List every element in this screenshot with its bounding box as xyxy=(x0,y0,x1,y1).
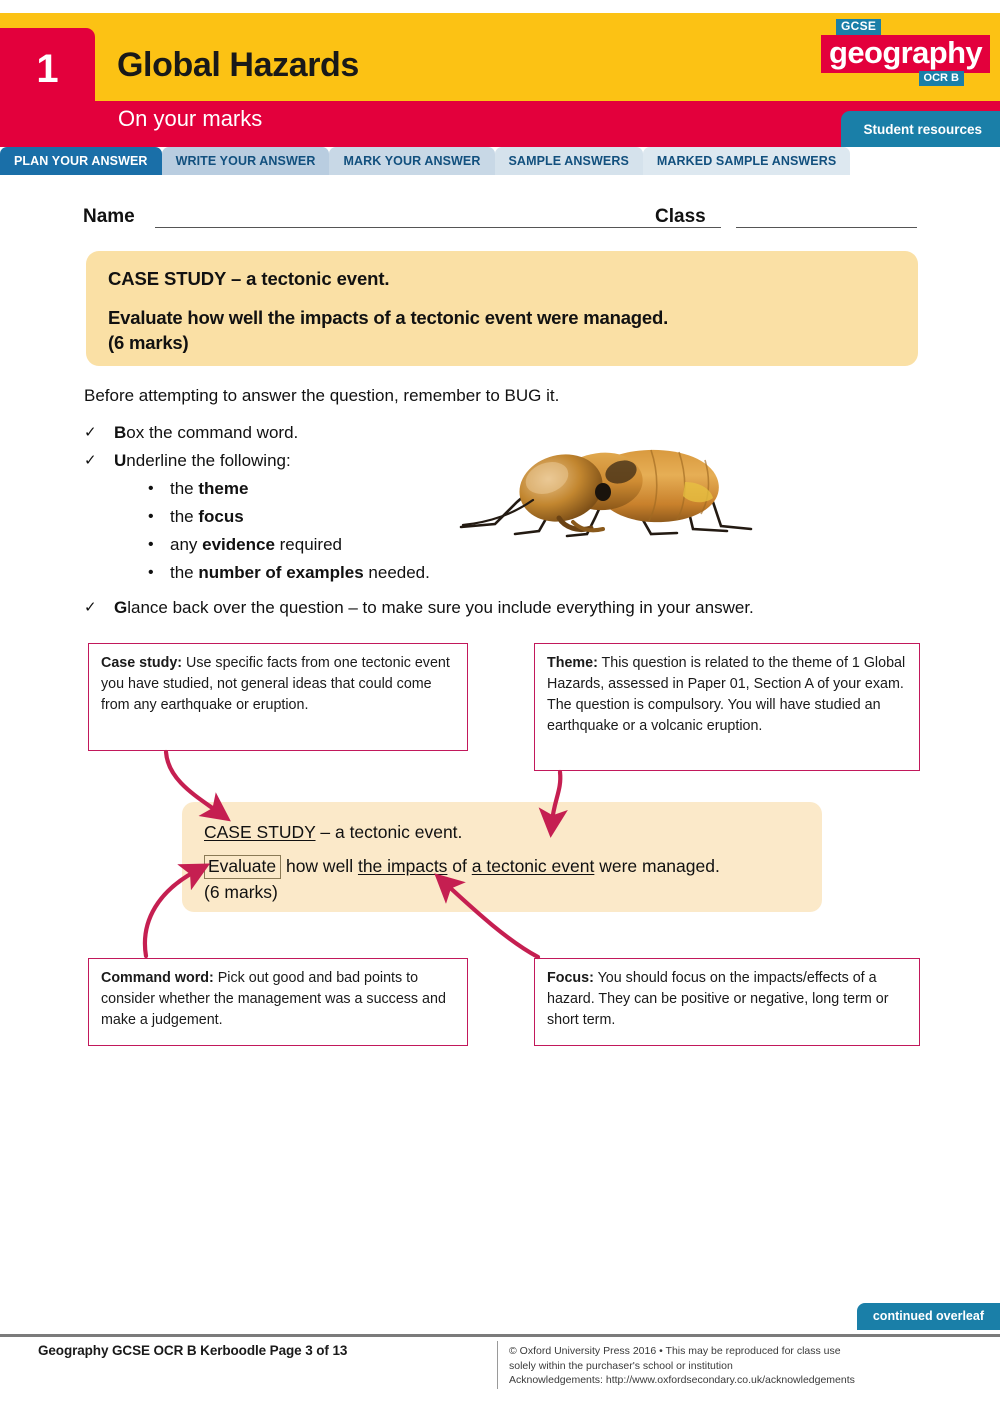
logo-geography-text: geography xyxy=(821,35,990,73)
logo-ocr-b-text: OCR B xyxy=(919,71,964,86)
bullet-icon: • xyxy=(148,508,154,525)
checklist-item-glance xyxy=(84,598,754,618)
tab-label: SAMPLE ANSWERS xyxy=(508,154,629,168)
annotation-text: Pick out good and bad points to consider whether the management was a success and make a judgement. xyxy=(101,970,446,1028)
annotation-theme xyxy=(534,643,920,771)
list-item-lead: the xyxy=(170,479,199,498)
tab-sample-answers[interactable] xyxy=(495,147,643,175)
checklist-item-rest: lance back over the question – to make sure you include everything in your answer. xyxy=(127,598,754,617)
name-label: Name xyxy=(83,206,135,227)
list-item-lead: the xyxy=(170,563,199,582)
tab-label: PLAN YOUR ANSWER xyxy=(14,154,148,168)
tab-label: MARK YOUR ANSWER xyxy=(343,154,481,168)
copyright-line-3: Acknowledgements: http://www.oxfordsecondary.co.uk/acknowledgements xyxy=(509,1374,855,1386)
case-study-heading: CASE STUDY – a tectonic event. xyxy=(108,268,390,289)
name-class-row xyxy=(83,204,917,232)
checklist-item-rest: ox the command word. xyxy=(126,423,299,442)
footer-divider xyxy=(0,1334,1000,1337)
underline-case-study: CASE STUDY xyxy=(204,822,316,842)
annotation-text: Use specific facts from one tectonic event you have studied, not general ideas that could come from any earthquake or eruption. xyxy=(101,655,450,713)
class-input-line[interactable] xyxy=(736,227,917,228)
underline-theme: a tectonic event xyxy=(471,856,595,876)
gcse-geography-logo xyxy=(813,19,983,91)
copyright-line-1: © Oxford University Press 2016 • This may be reproduced for class use xyxy=(509,1345,841,1357)
case-study-question-text: Evaluate how well the impacts of a tectonic event were managed. xyxy=(108,307,669,328)
annotation-text: This question is related to the theme of 1 Global Hazards, assessed in Paper 01, Section A of your exam. The question is compulsory. You will have studied an earthquake or a volcanic eruption. xyxy=(547,655,906,734)
annotated-mid-1: how well xyxy=(281,856,358,876)
unit-number-text: 1 xyxy=(36,47,59,91)
annotated-tail: were managed. xyxy=(594,856,720,876)
annotated-case-study-line xyxy=(204,822,822,843)
list-item-bold: theme xyxy=(198,479,249,498)
annotation-case-study xyxy=(88,643,468,751)
checklist-item-text xyxy=(114,451,291,471)
underline-focus: the impacts xyxy=(357,856,448,876)
name-input-line[interactable] xyxy=(155,227,721,228)
bug-illustration-icon xyxy=(455,430,765,550)
annotation-command-word xyxy=(88,958,468,1046)
case-study-question-box xyxy=(86,251,918,366)
checklist-item-rest: nderline the following: xyxy=(126,451,291,470)
navigation-tabs xyxy=(0,147,1000,175)
tab-write-your-answer[interactable] xyxy=(162,147,330,175)
check-icon: ✓ xyxy=(84,452,97,469)
student-resources-label: Student resources xyxy=(863,121,982,137)
list-item-tail: needed. xyxy=(363,563,430,582)
bug-intro-text: Before attempting to answer the question, remember to BUG it. xyxy=(84,386,560,405)
continued-overleaf-badge xyxy=(857,1303,1000,1330)
list-item-lead: any xyxy=(170,535,203,554)
annotation-focus xyxy=(534,958,920,1046)
case-study-marks: (6 marks) xyxy=(108,332,189,353)
tab-label: MARKED SAMPLE ANSWERS xyxy=(656,154,837,168)
continued-overleaf-label: continued overleaf xyxy=(872,1309,984,1323)
unit-number-badge xyxy=(0,28,95,147)
student-resources-tab[interactable] xyxy=(841,111,1000,147)
tab-mark-your-answer[interactable] xyxy=(329,147,494,175)
annotation-label: Case study: xyxy=(101,655,183,671)
bug-letter-g: G xyxy=(114,598,128,617)
footer-copyright xyxy=(509,1344,939,1388)
list-item xyxy=(148,563,864,583)
list-item-text xyxy=(170,507,244,527)
list-item-text xyxy=(170,479,248,499)
bullet-icon: • xyxy=(148,536,154,553)
bullet-icon: • xyxy=(148,480,154,497)
checklist-item-text xyxy=(114,598,754,618)
tab-plan-your-answer[interactable] xyxy=(0,147,162,175)
list-item-text xyxy=(170,535,342,555)
logo-gcse-text: GCSE xyxy=(836,19,881,35)
class-label: Class xyxy=(655,206,706,227)
bug-letter-u: U xyxy=(114,451,127,470)
annotation-label: Command word: xyxy=(101,970,214,986)
annotated-question-line xyxy=(204,855,822,879)
checklist-item-text xyxy=(114,423,298,443)
list-item-bold: evidence xyxy=(202,535,275,554)
annotation-label: Focus: xyxy=(547,970,594,986)
page-subtitle: On your marks xyxy=(118,106,263,131)
boxed-command-word: Evaluate xyxy=(204,855,281,879)
footer-page-info: Geography GCSE OCR B Kerboodle Page 3 of 13 xyxy=(38,1343,348,1358)
page-title: Global Hazards xyxy=(117,46,359,84)
list-item-tail: required xyxy=(274,535,343,554)
annotation-text: You should focus on the impacts/effects of a hazard. They can be positive or negative, long term or short term. xyxy=(547,970,889,1028)
case-study-question xyxy=(108,305,894,355)
check-icon: ✓ xyxy=(84,599,97,616)
tab-label: WRITE YOUR ANSWER xyxy=(175,154,316,168)
annotation-label: Theme: xyxy=(547,655,598,671)
list-item-text xyxy=(170,563,430,583)
bug-letter-b: B xyxy=(114,423,127,442)
copyright-line-2: solely within the purchaser's school or institution xyxy=(509,1359,733,1372)
list-item-bold: number of examples xyxy=(198,563,364,582)
annotated-marks: (6 marks) xyxy=(204,882,278,902)
bullet-icon: • xyxy=(148,564,154,581)
footer-vertical-divider xyxy=(497,1341,498,1389)
tab-marked-sample-answers[interactable] xyxy=(643,147,850,175)
annotated-question-box xyxy=(182,802,822,912)
annotated-mid-2: of xyxy=(447,856,472,876)
annotated-after-case-study: – a tectonic event. xyxy=(315,822,463,842)
list-item-bold: focus xyxy=(198,507,244,526)
list-item-lead: the xyxy=(170,507,199,526)
check-icon: ✓ xyxy=(84,424,97,441)
